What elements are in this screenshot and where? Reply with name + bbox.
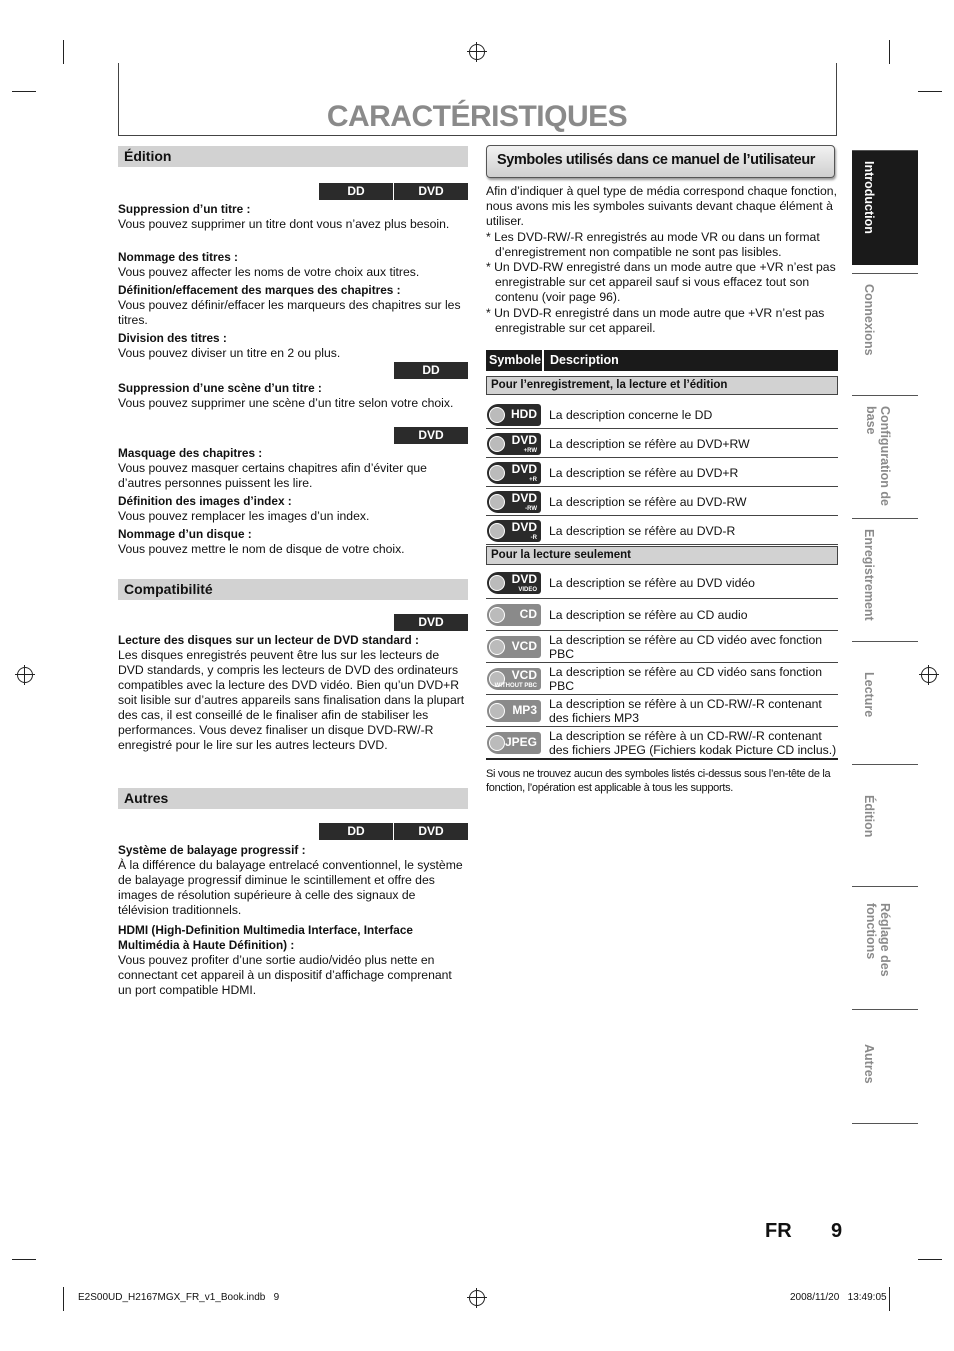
media-dvd-icon: DVD +R — [487, 462, 541, 484]
edition-item: Définition/effacement des marques des chapitres : Vous pouvez définir/effacer les marqueurs des chapitres sur les titres. — [118, 283, 461, 327]
tab-reglage[interactable]: Réglage des fonctions — [852, 886, 918, 1001]
tab-lecture[interactable]: Lecture — [852, 641, 918, 756]
autres-item: HDMI (High-Definition Multimedia Interface, Interface Multimédia à Haute Définition) : Vous pouvez profiter d’une sortie audio/vidéo plus nette en connectant cet appareil à un dispositif d’affichage comprenant un port compatible HDMI. — [118, 923, 452, 997]
tab-connexions[interactable]: Connexions — [852, 273, 918, 388]
registration-mark-right — [921, 667, 937, 683]
edition-badge-dvd: DVD — [394, 183, 468, 200]
symbol-description: La description se réfère à un CD-RW/-R contenant des fichiers MP3 — [549, 697, 822, 725]
symbol-row — [486, 695, 838, 727]
symbols-intro: Afin d’indiquer à quel type de média correspond chaque fonction, nous avons mis les symboles suivants devant chaque élément à utiliser. — [486, 184, 837, 228]
group-play-only: Pour la lecture seulement — [486, 546, 838, 565]
symbols-note: * Les DVD-RW/-R enregistrés au mode VR ou dans un format d’enregistrement non compatible ne sont pas lisibles. — [486, 230, 820, 259]
page-lang: FR — [765, 1220, 792, 1242]
symbol-row — [486, 458, 838, 487]
media-dvd-icon: DVD -R — [487, 520, 541, 542]
edition-item: Suppression d’un titre : Vous pouvez supprimer un titre dont vous n’avez plus besoin. — [118, 202, 450, 231]
compat-item: Lecture des disques sur un lecteur de DVD standard : Les disques enregistrés peuvent être lus sur les lecteurs de DVD standards, y compris les lecteurs de DVD des ordinateurs compatibles avec la lecture des DVD vidéo. Bien qu’un DVD+R soit lisible sur d’autres appareils sans finalisation dans la plupart des cas, il est conseillé de le finaliser afin de stabiliser les performances. Vous devez finaliser un disque DVD-RW/-R enregistré pour le lire sur les autres lecteurs DVD. — [118, 633, 465, 752]
media-dvd-icon: DVD -RW — [487, 491, 541, 513]
symbol-description: La description se réfère au CD vidéo avec fonction PBC — [549, 633, 823, 661]
symbol-description: La description se réfère au DVD+R — [549, 466, 739, 480]
media-vcd-icon: VCD — [487, 636, 541, 658]
media-dvd-icon: DVD +RW — [487, 433, 541, 455]
media-vcd-icon: VCD WITHOUT PBC — [487, 668, 541, 690]
symbol-row — [486, 599, 838, 631]
symbol-row — [486, 400, 838, 429]
autres-item: Système de balayage progressif : À la différence du balayage entrelacé conventionnel, le système de balayage progressif diminue le scintillement et offre des images de résolution supérieure à celle des signaux de télévision traditionnels. — [118, 843, 463, 917]
footer-file: E2S00UD_H2167MGX_FR_v1_Book.indb 9 — [78, 1292, 280, 1303]
registration-mark-bottom — [469, 1290, 485, 1306]
symbol-description: La description se réfère au CD vidéo sans fonction PBC — [549, 665, 823, 693]
tab-autres[interactable]: Autres — [852, 1009, 918, 1124]
edition-heading: Édition — [118, 146, 468, 167]
badge-dd: DD — [394, 362, 468, 379]
registration-mark-left — [17, 667, 33, 683]
registration-mark-top — [469, 44, 485, 60]
autres-badge-dvd: DVD — [394, 823, 468, 840]
symbol-description: La description se réfère à un CD-RW/-R contenant des fichiers JPEG (Fichiers kodak Picture CD inclus.) — [549, 729, 837, 757]
symbols-note: * Un DVD-RW enregistré dans un mode autre que +VR n’est pas enregistrable sur cet appareil sauf si vous effacez tout son contenu (voir page 96). — [486, 260, 836, 304]
page-number: 9 — [831, 1220, 843, 1242]
tab-enregistrement[interactable]: Enregistrement — [852, 518, 918, 633]
symbols-heading-box — [486, 145, 835, 178]
autres-badge-dd: DD — [319, 823, 393, 840]
symbol-row — [486, 727, 838, 759]
media-jpeg-icon: JPEG — [487, 732, 541, 754]
edition-item: Définition des images d’index : Vous pouvez remplacer les images d’un index. — [118, 494, 370, 523]
symbol-row — [486, 429, 838, 458]
symbol-row — [486, 516, 838, 545]
footer-timestamp: 2008/11/20 13:49:05 — [790, 1292, 887, 1303]
symbol-row — [486, 631, 838, 663]
symbol-description: La description se réfère au DVD+RW — [549, 437, 750, 451]
symbol-description: La description se réfère au DVD-R — [549, 524, 736, 538]
edition-item: Nommage des titres : Vous pouvez affecter les noms de votre choix aux titres. — [118, 250, 420, 279]
media-hdd-icon: HDD — [487, 404, 541, 426]
media-dvd-icon: DVD VIDEO — [487, 572, 541, 594]
page-title: CARACTÉRISTIQUES — [326, 100, 628, 133]
edition-item: Nommage d’un disque : Vous pouvez mettre le nom de disque de votre choix. — [118, 527, 405, 556]
compat-heading: Compatibilité — [118, 579, 468, 600]
symbol-description: La description se réfère au CD audio — [549, 608, 748, 622]
group-record-play-edit: Pour l’enregistrement, la lecture et l’édition — [486, 376, 838, 395]
symbols-heading: Symboles utilisés dans ce manuel de l’utilisateur — [497, 152, 816, 168]
edition-item: Masquage des chapitres : Vous pouvez masquer certains chapitres afin d’éviter que d’autres personnes puissent les lire. — [118, 446, 427, 490]
symbol-row — [486, 487, 838, 516]
col-description: Description — [550, 353, 619, 367]
edition-badge-dd: DD — [319, 183, 393, 200]
symbols-footnote: Si vous ne trouvez aucun des symboles listés ci-dessus sous l’en-tête de la fonction, l’opération est applicable à tous les supports. — [486, 768, 831, 794]
autres-heading: Autres — [118, 788, 468, 809]
media-mp3-icon: MP3 — [487, 700, 541, 722]
tab-configuration[interactable]: Configuration de base — [852, 395, 918, 510]
symbol-row — [486, 566, 838, 599]
tab-introduction[interactable]: Introduction — [852, 150, 918, 265]
tab-edition[interactable]: Édition — [852, 764, 918, 879]
symbols-note: * Un DVD-R enregistré dans un mode autre que +VR n’est pas enregistrable sur cet appareil. — [486, 306, 825, 335]
edition-item: Division des titres : Vous pouvez diviser un titre en 2 ou plus. — [118, 331, 341, 360]
compat-badge-dvd: DVD — [394, 614, 468, 631]
badge-dvd: DVD — [394, 427, 468, 444]
col-symbol: Symbole — [489, 353, 542, 367]
symbol-row — [486, 663, 838, 695]
symbols-table-header — [486, 350, 838, 371]
symbol-description: La description se réfère au DVD vidéo — [549, 576, 755, 590]
symbol-description: La description concerne le DD — [549, 408, 713, 422]
symbol-description: La description se réfère au DVD-RW — [549, 495, 747, 509]
media-cd-icon: CD — [487, 604, 541, 626]
edition-item: Suppression d’une scène d’un titre : Vous pouvez supprimer une scène d’un titre selon votre choix. — [118, 381, 454, 410]
